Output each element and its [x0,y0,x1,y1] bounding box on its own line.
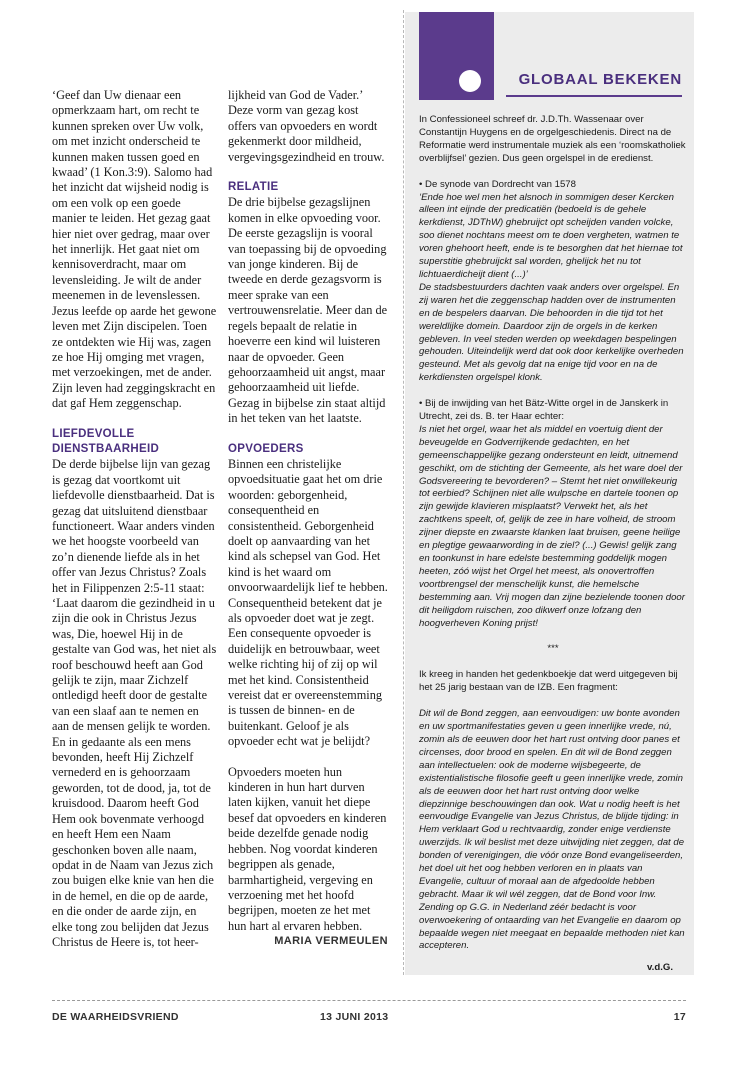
sidebar-quote: Is niet het orgel, waar het als middel en voertuig dient der beveugelde en Godverrijkende gedachten, en het gemeenschappelijke gezang ondersteunt en leidt, uitnemend geschikt, om de stichting der Gemeente, als het ware doel der Godsvereering te bevorderen? – Stemt het niet onwillekeurig tot eerbied? Schijnen niet alle wulpsche en dartele toonen op zijn gewijde klavieren misplaatst? Verwekt het, als het zachtkens speelt, of, gelijk de zee in hare volheid, de stroom zijner diepste en zwaarste klanken laat bruisen, geene heilige en plegtige gewaarwording in de ziel? (...) Gewis! gelijk zang en toonkunst in hare edelste bestemming goddelijk mogen heeten, zóó wijst het Orgel het meest, als onovertroffen voortbrengsel der menschelijk kunst, die hemelsche bestemming aan. Vrij mogen dan zijne bezielende toonen door dit heiligdom ruischen, zoo dikwerf onze lofzang den hoogverheven Koning prijst! [419,423,685,629]
section-heading-opvoeders: OPVOEDERS [228,442,304,455]
sidebar-paragraph: De stadsbestuurders dachten vaak anders over orgelspel. En zij waren het die zeggenschap hadden over de instrumenten en de bespelers daarvan. Die behoorden in die tijd tot het wereldlijke domein. Daardoor zijn de orgels in de kerken gebleven. In veel steden werden op weekdagen bespelingen gehouden. Uiteindelijk werd dat ook door kerkelijke overheden gesteund. Met als gevolg dat na enige tijd voor en na de kerkdiensten orgelspel klonk. [419,281,684,384]
publication-date: 13 JUNI 2013 [320,1011,389,1023]
footer-divider [52,1000,686,1001]
title-underline [506,95,682,97]
circle-icon [459,70,481,92]
paragraph: lijkheid van God de Vader.’ Deze vorm van gezag kost offers van opvoeders en wordt gekenmerkt door mildheid, vergevingsgezindheid en trouw. [228,88,385,164]
separator-stars: *** [547,643,559,655]
sidebar-item-title: • Bij de inwijding van het Bätz-Witte orgel in de Janskerk in Utrecht, zei ds. B. ter Haar echter: [419,398,669,423]
paragraph: De drie bijbelse gezagslijnen komen in elke opvoeding voor. De eerste gezagslijn is vooral van toepassing bij de opvoeding van jonge kinderen. Bij de tweede en derde gezagsvorm is meer sprake van een vertrouwensrelatie. Meer dan de regels bepaalt de relatie in hoeverre een kind wil luisteren naar de opvoeder. Geen gehoorzaamheid uit angst, maar gehoorzaamheid uit liefde. Gezag in bijbelse zin staat altijd in het teken van het laatste. [228,195,388,426]
section-marker-block [419,12,494,100]
sidebar-paragraph: Ik kreeg in handen het gedenkboekje dat werd uitgegeven bij het 25 jarig bestaan van de IZB. Een fragment: [419,669,678,694]
sidebar-quote: Dit wil de Bond zeggen, aan eenvoudigen: uw bonte avonden en uw sportmanifestaties geven u geen innerlijke vrede, nú, zomin als de eeuwen door het hart rust ontving door panes et circenses, door brood en spelen. En dit wil de Bond zeggen aan intellectuelen: ook de moderne wijsbegeerte, de existentialistische filosofie geeft u geen innerlijke vrede, zomin als de eeuwen door het hart rust ontving door welke diepzinnige beschouwingen dan ook. Wat u nodig heeft is het eenvoudige Evangelie van Jezus Christus, de blijde tijding: in Hem verklaart God u rechtvaardig, zonder enige verdienste uwerzijds. Ik wil beslist met deze uitwijding niet zeggen, dat de bonden of verenigingen, die vóór onze Bond evangeliseerden, het doel uit het oog hebben verloren en in plaats van Evangelie, cultuur of moraal aan de afgedoolde hebben gebracht. Maar ik wil wél zeggen, dat de Bond voor Inw. Zending op G.G. in Nederland zéér bedacht is voor overwoekering of ontaarding van het Evangelie en daarom op bepaalde wegen niet meegaat en bepaalde methoden niet kan accepteren. [419,708,685,952]
section-heading-relatie: RELATIE [228,181,279,194]
paragraph: Opvoeders moeten hun kinderen in hun hart durven laten kijken, vanuit het diepe besef dat opvoeders en kinderen beide dezelfde genade nodig hebben. Nog voordat kinderen begrippen als genade, barmhartigheid, vergeving en verzoening met het hoofd begrijpen, moeten ze het met hun hart al ervaren hebben. [228,764,387,933]
publication-name: DE WAARHEIDSVRIEND [52,1011,179,1023]
paragraph: De derde bijbelse lijn van gezag is gezag dat voortkomt uit liefdevolle dienstbaarheid. Dat is gezag dat uitsluitend dienstbaar functioneert. Waar anders vinden we het hoogste voorbeeld van zo’n dienende liefde als in het offer van Jezus Christus? Zoals het in Filippenzen 2:5-11 staat: ‘Laat daarom die gezindheid in u zijn die ook in Christus Jezus was, Die, hoewel Hij in de gestalte van God was, het niet als roof beschouwd heeft aan God gelijk te zijn, maar Zichzelf ontledigd heeft door de gestalte van een slaaf aan te nemen en aan de mensen gelijk te worden. En in gedaante als een mens bevonden, heeft Hij Zichzelf vernederd en is gehoorzaam geworden, tot de dood, ja, tot de kruisdood. Daarom heeft God Hem ook bovenmate verhoogd en heeft Hem een Naam geschonken boven alle naam, opdat in de Naam van Jezus zich zou buigen elke knie van hen die in de hemel, en die op de aarde, en die onder de aarde zijn, en elke tong zou belijden dat Jezus Christus de Heere is, tot heer- [52,457,217,949]
author-signature: MARIA VERMEULEN [274,935,388,948]
sidebar-intro: In Confessioneel schreef dr. J.D.Th. Wassenaar over Constantijn Huygens en de orgelgeschiedenis. Direct na de Reformatie werd instrumentale muziek als een ‘roomskatholiek overblijfsel’ gezien. Dus geen orgelspel in de eredienst. [419,114,686,164]
paragraph: Jezus leefde op aarde het gewone leven met Zijn discipelen. Toen ze ontdekten wie Hij was, zagen ze hoe Hij omging met vragen, met verzoekingen, met de ander. Zijn leven had zeggingskracht en dat gaf Hem zeggenschap. [52,303,217,411]
sidebar-body [419,114,687,975]
sidebar-quote: ‘Ende hoe wel men het alsnoch in sommigen deser Kercken alleen int eijnde der predicatiën (bedoeld is de gehele kerkdienst, JDThW) ghebruijct opt scheijden vanden volcke, soo dienet nochtans meest om te doen vergheten, watmen te voren ghehoort heeft, ende is te besorghen dat het hiernae tot superstitie ghebruijckt sal worden, ghelijck het nu tot lichtuaerdicheijt dient (...)’ [419,191,683,280]
sidebar-title: GLOBAAL BEKEKEN [518,71,682,88]
article-column-1 [52,88,217,950]
sidebar-item-title: • De synode van Dordrecht van 1578 [419,178,576,190]
paragraph: ‘Geef dan Uw dienaar een opmerkzaam hart, om recht te kunnen spreken over Uw volk, om met inzicht onderscheid te kunnen maken tussen goed en kwaad’ (1 Kon.3:9). Salomo had het inzicht dat wijsheid nodig is om een volk op een goede manier te leiden. Het gezag gaat hier niet over gedrag, maar over het innerlijk. Het gaat niet om kennisoverdracht, maar om levensleiding. Je wilt de ander meenemen in de levenslessen. [52,88,213,303]
page-number: 17 [673,1011,686,1023]
article-column-2 [228,88,388,950]
section-heading-liefdevolle-dienstbaarheid: LIEFDEVOLLE DIENSTBAARHEID [52,427,160,455]
sidebar-initials: v.d.G. [647,962,673,974]
paragraph: Binnen een christelijke opvoedsituatie gaat het om drie woorden: geborgenheid, consequentheid en consistentheid. Geborgenheid doelt op aanvaarding van het kind als schepsel van God. Het kind is het waard om onvoorwaardelijk lief te hebben. Consequentheid betekent dat je als opvoeder doet wat je zegt. Een consequente opvoeder is duidelijk en betrouwbaar, weet welke richting hij of zij op wil met het kind. Consistentheid vereist dat er overeenstemming is tussen de binnen- en de buitenkant. Geloof je als opvoeder echt wat je belijdt? [228,456,388,749]
sidebar-globaal-bekeken [405,12,694,975]
column-divider [403,10,404,975]
